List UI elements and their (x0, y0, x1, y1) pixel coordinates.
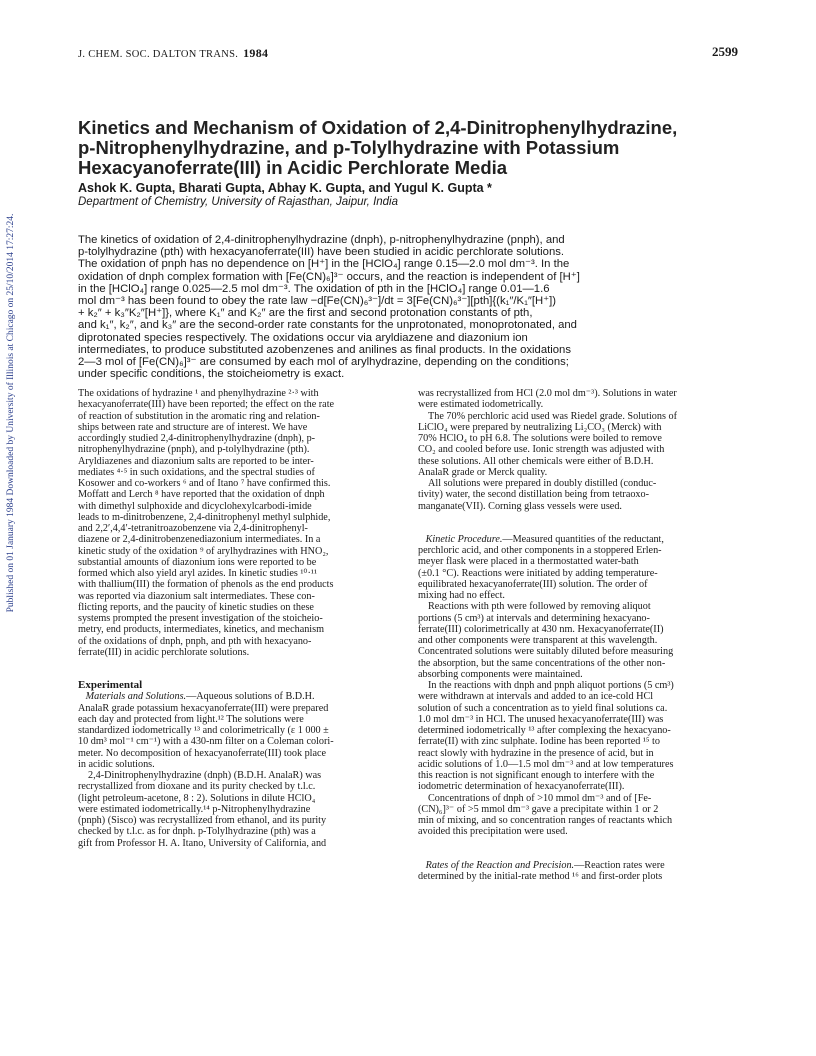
text-line: AnalaR grade or Merck quality. (418, 466, 548, 478)
text-line: the absorption, but the same concentrations of the other non- (418, 657, 666, 669)
abstract-line: in the [HClO₄] range 0.025—2.5 mol dm⁻³. The oxidation of pth in the [HClO₄] range 0.01—1.6 (78, 282, 550, 295)
text-line: min of mixing, and so concentration ranges of reactants which (418, 815, 673, 826)
text-line: systems prompted the present investigation of the stoicheio- (78, 613, 323, 624)
text-line: ferrate(II) with zinc sulphate. Iodine has been reported ¹⁵ to (418, 736, 660, 748)
text-line: ships between rate and structure are of interest. We have (78, 421, 308, 433)
text-line: avoided this precipitation were used. (418, 826, 568, 838)
text-line: accordingly studied 2,4-dinitrophenylhydrazine (dnph), p- (78, 433, 316, 444)
abstract-line: + k₂″ + k₃″K₂″[H⁺]}, where K₁″ and K₂″ are the first and second protonation constants of pth, (78, 307, 533, 320)
text-line: and 2,2′,4,4′-tetranitroazobenzene via 2,4-dinitrophenyl- (78, 523, 308, 534)
article-title (78, 118, 758, 178)
text-line: All solutions were prepared in doubly distilled (conduc- (428, 478, 657, 489)
text-line: (CN)₆]³⁻ of >5 mmol dm⁻³ gave a precipitate within 1 or 2 (418, 803, 659, 815)
text-line: acidic solutions of 1.0—1.5 mol dm⁻³ and at low temperatures (418, 758, 674, 770)
text-line: meyer flask were placed in a thermostatted water-bath (418, 556, 639, 568)
text-line: (light petroleum-acetone, 8 : 2). Solutions in dilute HClO₄ (78, 792, 316, 804)
text-line (418, 860, 738, 871)
journal-name: J. CHEM. SOC. DALTON TRANS. (78, 49, 239, 60)
text-line: absorbing components were maintained. (418, 668, 583, 680)
text-line: this reaction is not significant enough to interfere with the (418, 770, 655, 781)
running-head (78, 46, 738, 62)
text-line: Concentrations of dnph of >10 mmol dm⁻³ and of [Fe- (428, 792, 652, 804)
abstract-line: The oxidation of pnph has no dependence on [H⁺] in the [HClO₄] range 0.15—2.0 mol dm⁻³. In the (78, 258, 570, 271)
text-line: manganate(VII). Corning glass vessels were used. (418, 500, 622, 512)
text-line: tivity) water, the second distillation being from tetraoxo- (418, 489, 650, 501)
text-line: leads to m-dinitrobenzene, 2,4-dinitrophenyl methyl sulphide, (78, 511, 331, 523)
text-line: CO₂ and cooled before use. Ionic strength was adjusted with (418, 444, 665, 456)
text-line: recrystallized from dioxane and its purity checked by t.l.c. (78, 781, 316, 793)
text-line: formed which also yield aryl azides. In kinetic studies ¹⁰·¹¹ (78, 568, 318, 579)
abstract-line: The kinetics of oxidation of 2,4-dinitrophenylhydrazine (dnph), p-nitrophenylhydrazine (pnph), and (78, 234, 565, 246)
text-line: were estimated iodometrically.¹⁴ p-Nitrophenylhydrazine (78, 803, 311, 815)
text-line: solution of such a concentration as to yield final solutions ca. (418, 702, 668, 714)
abstract-line: p-tolylhydrazine (pth) with hexacyanoferrate(III) have been studied in acidic perchlorate solutions. (78, 246, 565, 259)
text-fragment: —Aqueous solutions of B.D.H. (186, 691, 315, 703)
text-line: meter. No decomposition of hexacyanoferrate(III) took place (78, 747, 327, 759)
text-line: AnalaR grade potassium hexacyanoferrate(III) were prepared (78, 702, 329, 714)
abstract-line: under specific conditions, the stoicheiometry is exact. (78, 368, 345, 381)
text-line: kinetic study of the oxidation ⁹ of arylhydrazines with HNO₂, (78, 545, 329, 557)
text-line: LiClO₄ were prepared by neutralizing Li₂CO₃ (Merck) with (418, 421, 662, 433)
journal-year: 1984 (243, 46, 269, 60)
text-line: was reported via diazonium salt intermediates. These con- (78, 590, 315, 602)
text-line: nitrophenylhydrazine (pnph), and p-tolylhydrazine (pth). (78, 444, 310, 456)
affiliation: Department of Chemistry, University of Rajasthan, Jaipur, India (78, 196, 399, 208)
download-watermark (4, 198, 18, 628)
download-watermark-text: Published on 01 January 1984 Downloaded by University of Illinois at Chicago on 25/10/2014 17:27:24. (6, 213, 16, 613)
left-column (78, 388, 398, 849)
text-line: mediates ⁴·⁵ in such oxidations, and the spectral studies of (78, 466, 315, 478)
text-line: metry, end products, intermediates, kinetics, and mechanism (78, 624, 325, 636)
text-line: of the oxidations of dnph, pnph, and pth with hexacyano- (78, 635, 312, 647)
page-number: 2599 (712, 44, 738, 59)
text-line: (pnph) (Sisco) was recrystallized from ethanol, and its purity (78, 815, 327, 826)
text-line: In the reactions with dnph and pnph aliquot portions (5 cm³) (428, 680, 674, 691)
text-line: these solutions. All other chemicals were either of B.D.H. (418, 455, 654, 467)
text-line: perchloric acid, and other components in a stoppered Erlen- (418, 545, 662, 556)
text-line: with dimethyl sulphoxide and dicyclohexylcarbodi-imide (78, 500, 312, 512)
text-line: hexacyanoferrate(III) have been reported; the effect on the rate (78, 399, 335, 411)
text-line: (±0.1 °C). Reactions were initiated by adding temperature- (418, 567, 658, 579)
abstract-line: mol dm⁻³ has been found to obey the rate law −d[Fe(CN)₆³⁻]/dt = 3[Fe(CN)₆³⁻][pth]{(k₁″/K₁″[H⁺]) (78, 295, 557, 308)
journal-citation (78, 46, 268, 61)
text-line: ferrate(III) in acidic perchlorate solutions. (78, 646, 250, 658)
text-line: checked by t.l.c. as for dnph. p-Tolylhydrazine (pth) was a (78, 826, 316, 838)
text-line: substantial amounts of diazonium ions were reported to be (78, 556, 317, 568)
text-line: of reaction of substitution in the aromatic ring and relation- (78, 410, 320, 422)
title-line: Hexacyanoferrate(III) in Acidic Perchlorate Media (78, 157, 508, 178)
run-in-heading: Kinetic Procedure. (425, 533, 503, 545)
text-line: Reactions with pth were followed by removing aliquot (428, 601, 651, 613)
text-fragment: —Measured quantities of the reductant, (502, 533, 664, 545)
text-line: flicting reports, and the paucity of kinetic studies on these (78, 601, 314, 613)
section-heading: Experimental (78, 679, 143, 691)
text-line: portions (5 cm³) at intervals and determining hexacyano- (418, 612, 650, 624)
title-line: p-Nitrophenylhydrazine, and p-Tolylhydrazine with Potassium (78, 137, 620, 158)
text-line: Moffatt and Lerch ⁸ have reported that the oxidation of dnph (78, 489, 325, 501)
run-in-heading: Materials and Solutions. (85, 691, 187, 703)
text-line: in acidic solutions. (78, 758, 155, 770)
run-in-heading: Rates of the Reaction and Precision. (425, 859, 575, 871)
text-line: 1.0 mol dm⁻³ in HCl. The unused hexacyanoferrate(III) was (418, 713, 664, 725)
text-fragment: —Reaction rates were (574, 859, 665, 871)
abstract-line: intermediates, to produce substituted azobenzenes and anilines as final products. In the oxidations (78, 343, 571, 356)
text-line: diazene or 2,4-dinitrobenzenediazonium intermediates. In a (78, 534, 321, 546)
right-column (418, 388, 738, 882)
text-line: ferrate(III) colorimetrically at 430 nm. Hexacyanoferrate(II) (418, 623, 664, 635)
text-line: Kosower and co-workers ⁶ and of Itano ⁷ have confirmed this. (78, 478, 331, 489)
text-line: Concentrated solutions were suitably diluted before measuring (418, 646, 674, 658)
text-line: were withdrawn at intervals and added to an ice-cold HCl (418, 691, 654, 703)
text-line: equilibrated hexacyanoferrate(III) solution. The order of (418, 578, 648, 590)
text-line: each day and protected from light.¹² The solutions were (78, 713, 304, 725)
text-line: react slowly with hydrazine in the presence of acid, but in (418, 747, 654, 759)
abstract-line: 2—3 mol of [Fe(CN)₆]³⁻ are consumed by each mol of arylhydrazine, depending on the conditions; (78, 356, 569, 369)
abstract-line: and k₁″, k₂″, and k₃″ are the second-order rate constants for the unprotonated, monoprotonated, and (78, 319, 577, 332)
text-line: were estimated iodometrically. (418, 399, 544, 411)
text-line: gift from Professor H. A. Itano, University of California, and (78, 837, 327, 849)
text-line: and other components were transparent at this wavelength. (418, 635, 658, 646)
text-line: determined by the initial-rate method ¹⁶ and first-order plots (418, 870, 663, 882)
text-line: iodometric determination of hexacyanoferrate(III). (418, 781, 625, 793)
author-list: Ashok K. Gupta, Bharati Gupta, Abhay K. Gupta, and Yugul K. Gupta * (78, 181, 492, 195)
text-line: determined iodometrically ¹³ after complexing the hexacyano- (418, 725, 671, 736)
text-line: 70% HClO₄ to pH 6.8. The solutions were boiled to remove (418, 433, 662, 444)
text-line: standardized iodometrically ¹³ and colorimetrically (ε 1 000 ± (78, 725, 329, 736)
abstract-line: oxidation of dnph complex formation with [Fe(CN)₆]³⁻ occurs, and the reaction is independent of [H⁺] (78, 270, 580, 283)
text-line (418, 534, 738, 545)
text-line: 10 dm³ mol⁻¹ cm⁻¹) with a 430-nm filter on a Coleman colori- (78, 736, 334, 748)
abstract (78, 234, 750, 380)
text-line: The oxidations of hydrazine ¹ and phenylhydrazine ²·³ with (78, 388, 319, 399)
text-line: Aryldiazenes and diazonium salts are reported to be inter- (78, 455, 314, 467)
abstract-line: diprotonated species respectively. The oxidations occur via aryldiazene and diazonium ion (78, 331, 528, 344)
text-line: 2,4-Dinitrophenylhydrazine (dnph) (B.D.H. AnalaR) was (88, 770, 322, 781)
text-line: was recrystallized from HCl (2.0 mol dm⁻³). Solutions in water (418, 388, 677, 399)
text-line: mixing had no effect. (418, 590, 505, 601)
text-line (78, 691, 398, 702)
text-line: with thallium(III) the formation of phenols as the end products (78, 579, 334, 591)
text-line: The 70% perchloric acid used was Riedel grade. Solutions of (428, 410, 677, 422)
title-line: Kinetics and Mechanism of Oxidation of 2,4-Dinitrophenylhydrazine, (78, 117, 678, 138)
